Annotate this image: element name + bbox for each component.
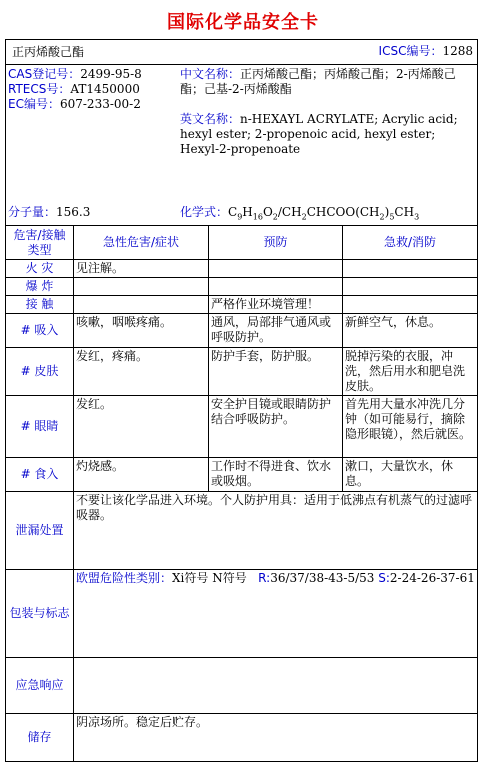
table-row (6, 396, 478, 458)
ec-number: 607-233-00-2 (59, 97, 141, 111)
r-phrase-label: R: (258, 571, 271, 585)
row-prevention (209, 278, 343, 296)
chemical-name: 正丙烯酸己酯 (12, 44, 85, 59)
row-acute: 发红。 (74, 396, 209, 458)
r-phrases: 36/37/38-43-5/53 (270, 571, 375, 585)
packaging-row (6, 570, 478, 658)
row-acute: 见注解。 (74, 260, 209, 278)
storage-label: 储存 (6, 714, 74, 762)
table-row (6, 314, 478, 348)
row-aid: 漱口，大量饮水，休息。 (343, 458, 478, 492)
emergency-label: 应急响应 (6, 658, 74, 714)
row-prevention (209, 260, 343, 278)
spill-label: 泄漏处置 (6, 492, 74, 570)
row-type-contact: 接 触 (6, 296, 74, 314)
table-row (6, 260, 478, 278)
rtecs-label: RTECS号： (8, 82, 71, 96)
row-acute: 发红，疼痛。 (74, 348, 209, 396)
row-prevention: 安全护目镜或眼睛防护结合呼吸防护。 (209, 396, 343, 458)
emergency-row (6, 658, 478, 714)
mw-value: 156.3 (56, 205, 91, 219)
formula-label: 化学式： (180, 205, 229, 219)
packaging-label: 包装与标志 (6, 570, 74, 658)
row-acute: 灼烧感。 (74, 458, 209, 492)
safety-card (5, 39, 477, 762)
packaging-text (74, 570, 478, 658)
table-row (6, 296, 478, 314)
storage-text: 阴凉场所。稳定后贮存。 (74, 714, 478, 762)
identification-block (6, 65, 478, 226)
row-aid (343, 260, 478, 278)
s-phrases: 2-24-26-37-61 (389, 571, 475, 585)
eu-class-label: 欧盟危险性类别： (76, 571, 173, 585)
formula: $C_9H_{16}O_2/CH_2CHCOO(CH_2)_5CH_3$ (228, 205, 420, 222)
spill-row (6, 492, 478, 570)
cas-number: 2499-95-8 (80, 67, 142, 81)
row-acute: 咳嗽，咽喉疼痛。 (74, 314, 209, 348)
row-type-ingestion: # 食入 (6, 458, 74, 492)
column-header-row (6, 226, 478, 260)
header-acute: 急性危害/症状 (74, 226, 209, 260)
rtecs-number: AT1450000 (70, 82, 140, 96)
icsc-label: ICSC编号： (378, 44, 443, 58)
row-type-eyes: # 眼睛 (6, 396, 74, 458)
row-aid: 首先用大量水冲洗几分钟（如可能易行，摘除隐形眼镜），然后就医。 (343, 396, 478, 458)
emergency-text (74, 658, 478, 714)
row-aid: 新鲜空气，休息。 (343, 314, 478, 348)
row-aid: 脱掉污染的衣服，冲洗，然后用水和肥皂洗皮肤。 (343, 348, 478, 396)
storage-row (6, 714, 478, 762)
row-type-skin: # 皮肤 (6, 348, 74, 396)
row-aid (343, 278, 478, 296)
mw-label: 分子量： (8, 205, 57, 219)
cn-name-value: 正丙烯酸己酯；丙烯酸己酯；2-丙烯酸己酯；己基-2-丙烯酸酯 (180, 67, 456, 96)
card-title: 国际化学品安全卡 (167, 12, 319, 33)
spill-text: 不要让该化学品进入环境。个人防护用具：适用于低沸点有机蒸气的过滤呼吸器。 (74, 492, 478, 570)
row-aid (343, 296, 478, 314)
en-name-label: 英文名称： (180, 112, 241, 126)
row-prevention: 工作时不得进食、饮水或吸烟。 (209, 458, 343, 492)
hazard-symbols: Xi符号 N符号 (172, 571, 247, 585)
cas-label: CAS登记号： (8, 67, 81, 81)
row-type-inhalation: # 吸入 (6, 314, 74, 348)
header-first-aid: 急救/消防 (343, 226, 478, 260)
row-prevention: 防护手套，防护服。 (209, 348, 343, 396)
table-row (6, 278, 478, 296)
s-phrase-label: S: (378, 571, 390, 585)
row-type-explosion: 爆 炸 (6, 278, 74, 296)
ec-label: EC编号： (8, 97, 60, 111)
row-type-fire: 火 灾 (6, 260, 74, 278)
row-acute (74, 278, 209, 296)
en-name-value: n-HEXAYL ACRYLATE; Acrylic acid; hexyl ester; 2-propenoic acid, hexyl ester; Hexyl-2-propenoate (180, 112, 458, 156)
table-row (6, 458, 478, 492)
cn-name-label: 中文名称： (180, 67, 241, 81)
icsc-number: 1288 (442, 44, 474, 58)
row-acute (74, 296, 209, 314)
header-hazard-type: 危害/接触类型 (6, 226, 74, 260)
name-row (6, 40, 478, 65)
table-row (6, 348, 478, 396)
header-prevention: 预防 (209, 226, 343, 260)
row-prevention: 严格作业环境管理！ (209, 296, 343, 314)
row-prevention: 通风，局部排气通风或呼吸防护。 (209, 314, 343, 348)
